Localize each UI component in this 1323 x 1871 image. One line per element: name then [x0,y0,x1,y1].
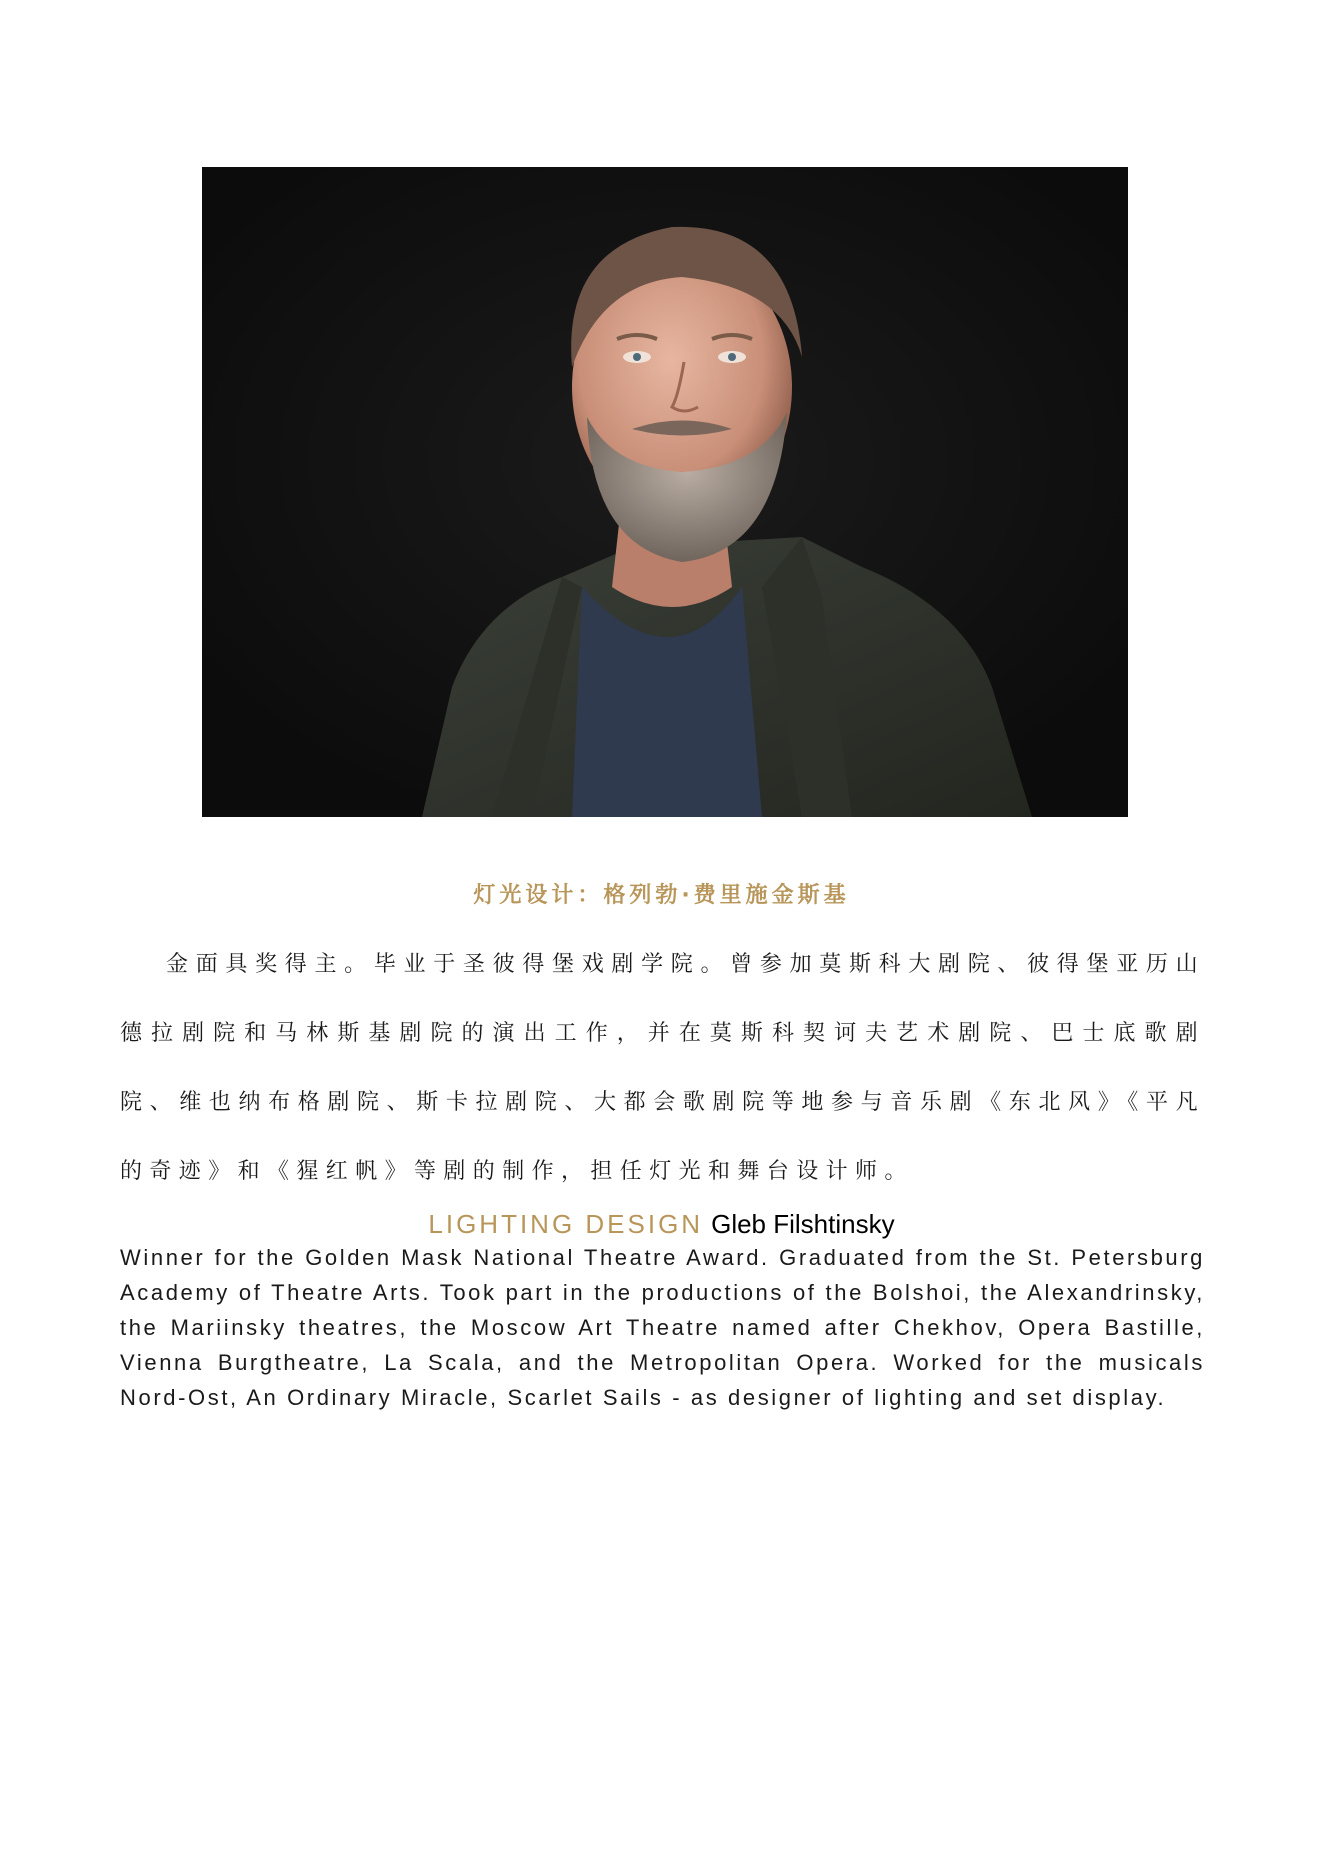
chinese-section-title: 灯光设计：格列勃·费里施金斯基 [473,883,850,908]
portrait-illustration [202,167,1128,817]
portrait-photo [202,167,1128,817]
english-title-label: LIGHTING DESIGN [428,1209,704,1239]
english-section-title [0,1208,1323,1241]
english-biography: Winner for the Golden Mask National Theatre Award. Graduated from the St. Petersburg Academy of Theatre Arts. Took part in the productions of the Bolshoi, the Alexandrinsky, the Mariinsky theatres, the Moscow Art Theatre named after Chekhov, Opera Bastille, Vienna Burgtheatre, La Scala, and the Metropolitan Opera. Worked for the musicals Nord-Ost, An Ordinary Miracle, Scarlet Sails - as designer of lighting and set display. [120,1245,1205,1410]
designer-name: Gleb Filshtinsky [711,1209,895,1239]
chinese-biography: 金面具奖得主。毕业于圣彼得堡戏剧学院。曾参加莫斯科大剧院、彼得堡亚历山德拉剧院和马林斯基剧院的演出工作，并在莫斯科契诃夫艺术剧院、巴士底歌剧院、维也纳布格剧院、斯卡拉剧院、大都会歌剧院等地参与音乐剧《东北风》《平凡的奇迹》和《猩红帆》等剧的制作，担任灯光和舞台设计师。 [120,952,1205,1184]
